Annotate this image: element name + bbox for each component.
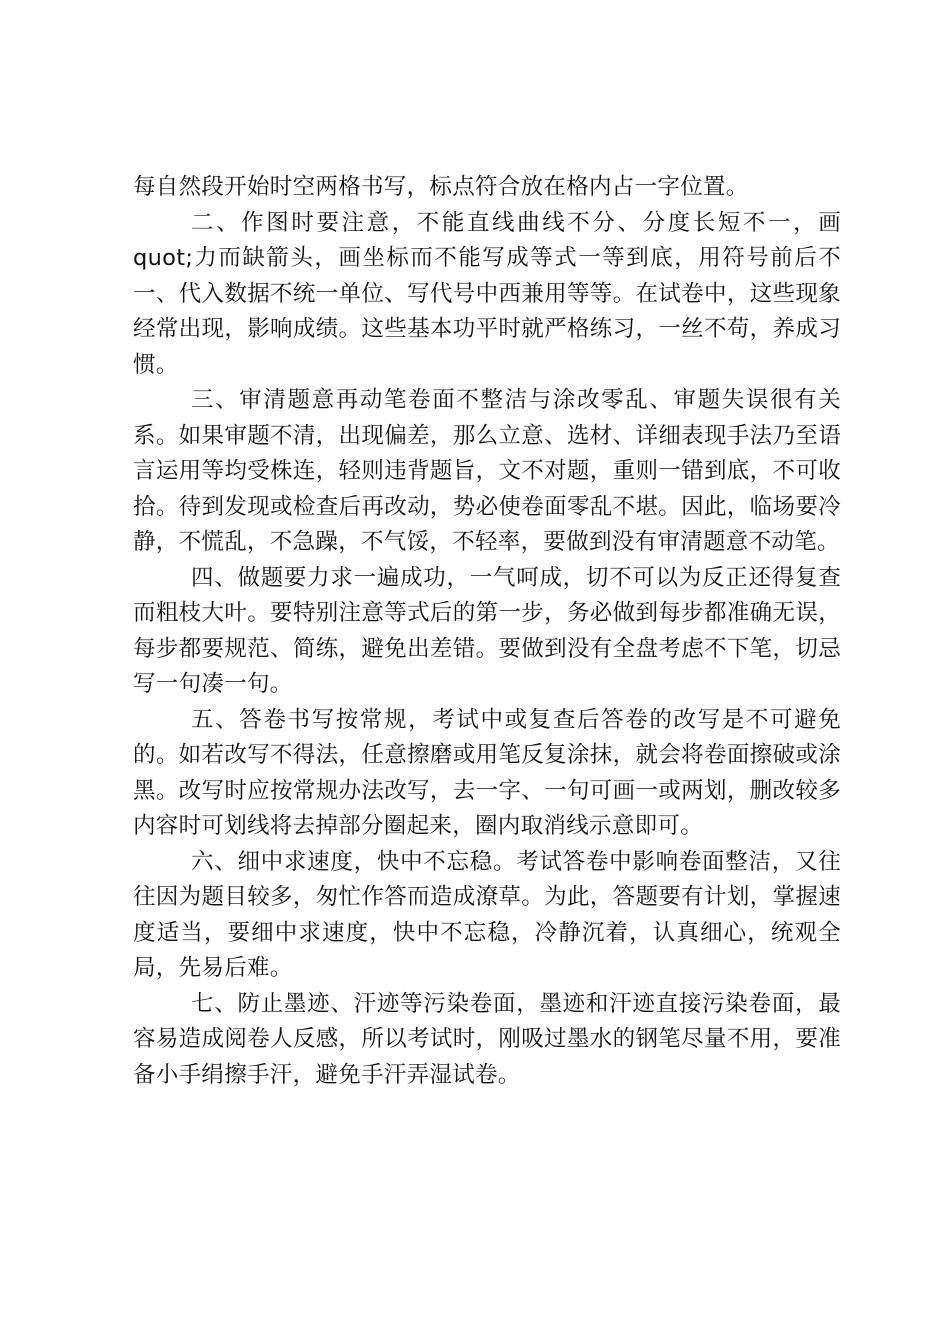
paragraph-4: 四、做题要力求一遍成功，一气呵成，切不可以为反正还得复查而粗枝大叶。要特别注意等式后的第一步，务必做到每步都准确无误，每步都要规范、简练，避免出差错。要做到没有全盘考虑不下笔，切忌写一句凑一句。 bbox=[133, 564, 841, 697]
paragraph-2: 二、作图时要注意，不能直线曲线不分、分度长短不一，画 quot;力而缺箭头，画坐标而不能写成等式一等到底，用符号前后不一、代入数据不统一单位、写代号中西兼用等等。在试卷中，这些现象经常出现，影响成绩。这些基本功平时就严格练习，一丝不苟，养成习惯。 bbox=[133, 209, 841, 378]
paragraph-5: 五、答卷书写按常规，考试中或复查后答卷的改写是不可避免的。如若改写不得法，任意擦磨或用笔反复涂抹，就会将卷面擦破或涂黑。改写时应按常规办法改写，去一字、一句可画一或两划，删改较多内容时可划线将去掉部分圈起来，圈内取消线示意即可。 bbox=[133, 706, 841, 839]
paragraph-continuation: 每自然段开始时空两格书写，标点符合放在格内占一字位置。 bbox=[133, 174, 749, 200]
paragraph-6: 六、细中求速度，快中不忘稳。考试答卷中影响卷面整洁，又往往因为题目较多，匆忙作答而造成潦草。为此，答题要有计划，掌握速度适当，要细中求速度，快中不忘稳，冷静沉着，认真细心，统观全局，先易后难。 bbox=[133, 848, 841, 981]
document-body bbox=[133, 170, 841, 1093]
paragraph-3: 三、审清题意再动笔卷面不整洁与涂改零乱、审题失误很有关系。如果审题不清，出现偏差，那么立意、选材、详细表现手法乃至语言运用等均受株连，轻则违背题旨，文不对题，重则一错到底，不可收拾。待到发现或检查后再改动，势必使卷面零乱不堪。因此，临场要冷静，不慌乱，不急躁，不气馁，不轻率，要做到没有审清题意不动笔。 bbox=[133, 387, 841, 555]
paragraph-7: 七、防止墨迹、汗迹等污染卷面，墨迹和汗迹直接污染卷面，最容易造成阅卷人反感，所以考试时，刚吸过墨水的钢笔尽量不用，要准备小手绢擦手汗，避免手汗弄湿试卷。 bbox=[133, 990, 841, 1088]
